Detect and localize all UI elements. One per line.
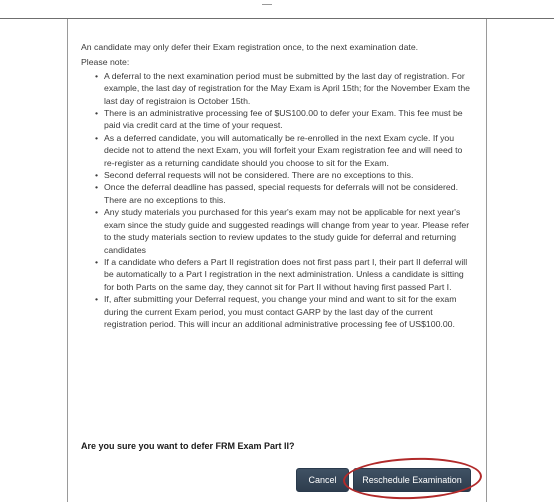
note-item: • If, after submitting your Deferral request, you change your mind and want to sit for the exam during the current Exam period, you must contact GARP by the last day of the current registration period. This will incur an additional administrative processing fee of US$100.00. (95, 293, 473, 330)
note-item: • There is an administrative processing fee of $US100.00 to defer your Exam. This fee must be paid via credit card at the time of your request. (95, 107, 473, 132)
cancel-button[interactable]: Cancel (296, 468, 349, 492)
dialog-body (81, 41, 473, 330)
note-item: • If a candidate who defers a Part II registration does not first pass part I, their part II deferral will be automatically to a Part I registration in the next administration. Unless a candidate is sitting for both Parts on the same day, they cannot sit for Part II without having first passed Part I. (95, 256, 473, 293)
note-item: • Once the deferral deadline has passed, special requests for deferrals will not be considered. There are no exceptions to this. (95, 181, 473, 206)
note-item: • Any study materials you purchased for this year's exam may not be applicable for next year's exam since the study guide and suggested readings will change from year to year. Please refer to the study materials section to review updates to the study guide for deferral and returning candidates (95, 206, 473, 256)
note-item: • A deferral to the next examination period must be submitted by the last day of registration. For example, the last day of registration for the May Exam is April 15th; for the November Exam the last day of registraion is October 15th. (95, 70, 473, 107)
defer-exam-dialog (67, 19, 487, 502)
notes-list (81, 70, 473, 331)
reschedule-examination-button[interactable]: Reschedule Examination (353, 468, 471, 492)
confirm-question: Are you sure you want to defer FRM Exam Part II? (81, 441, 295, 451)
note-item: • As a deferred candidate, you will automatically be re-enrolled in the next Exam cycle. If you decide not to attend the next Exam, you will forfeit your Exam registration fee and will need to re-register as a returning candidate should you choose to sit for the Exam. (95, 132, 473, 169)
note-item: • Second deferral requests will not be considered. There are no exceptions to this. (95, 169, 473, 181)
please-note-label: Please note: (81, 57, 130, 68)
intro-text: An candidate may only defer their Exam registration once, to the next examination date. (81, 42, 419, 52)
top-edge-mark (262, 0, 272, 5)
